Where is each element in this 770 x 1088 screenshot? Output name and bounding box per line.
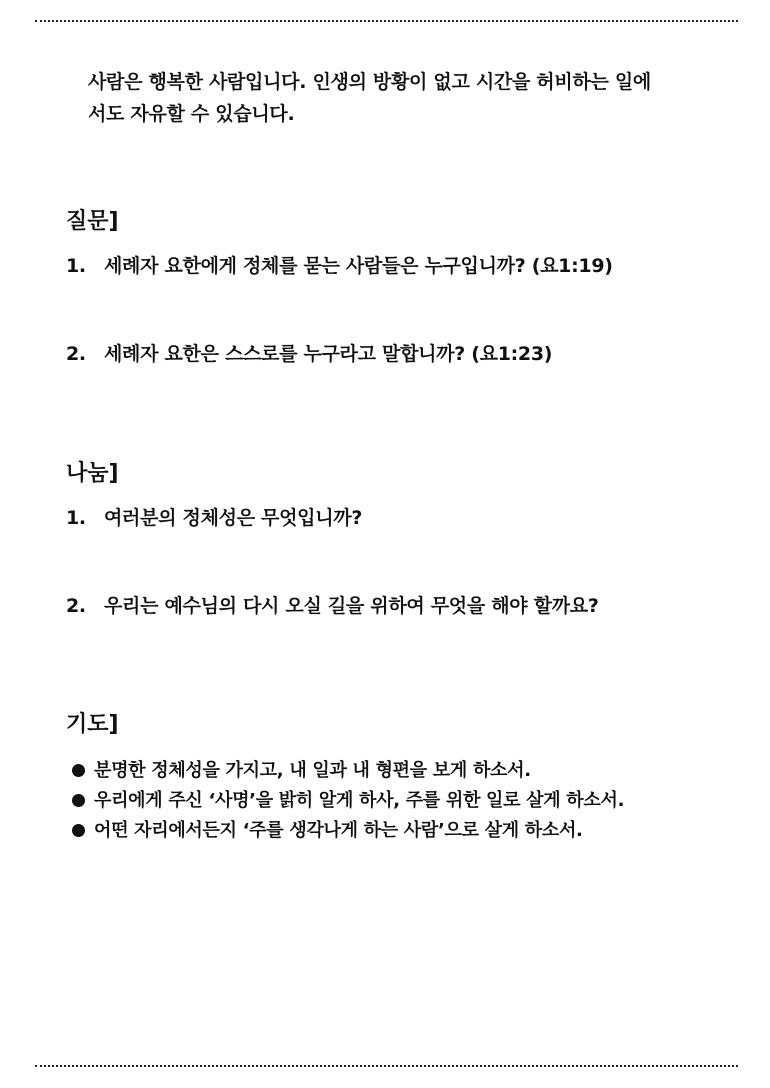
intro-line-2: 서도 자유할 수 있습니다.	[88, 103, 295, 125]
prayer-list	[72, 756, 624, 846]
bullet-icon	[72, 794, 85, 807]
question-text: 세례자 요한에게 정체를 묻는 사람들은 누구입니까? (요1:19)	[104, 255, 613, 277]
sharing-item-1	[66, 505, 362, 531]
questions-heading: 질문]	[66, 209, 119, 234]
prayer-text: 우리에게 주신 ‘사명’을 밝히 알게 하사, 주를 위한 일로 살게 하소서.	[94, 790, 625, 811]
question-item-2	[66, 341, 552, 367]
bullet-icon	[72, 764, 85, 777]
prayer-text: 어떤 자리에서든지 ‘주를 생각나게 하는 사람’으로 살게 하소서.	[94, 820, 583, 841]
sharing-text: 여러분의 정체성은 무엇입니까?	[104, 507, 363, 529]
question-text: 세례자 요한은 스스로를 누구라고 말합니까? (요1:23)	[104, 343, 553, 365]
sharing-number: 2.	[66, 595, 86, 617]
prayer-heading: 기도]	[66, 712, 119, 737]
prayer-text: 분명한 정체성을 가지고, 내 일과 내 형편을 보게 하소서.	[94, 760, 531, 781]
sharing-number: 1.	[66, 507, 86, 529]
bottom-divider	[35, 1065, 738, 1067]
top-divider	[35, 20, 738, 22]
prayer-item-2	[72, 786, 624, 816]
prayer-item-3	[72, 816, 624, 846]
sharing-text: 우리는 예수님의 다시 오실 길을 위하여 무엇을 해야 할까요?	[104, 595, 599, 617]
question-number: 2.	[66, 343, 86, 365]
question-number: 1.	[66, 255, 86, 277]
question-item-1	[66, 253, 613, 279]
sharing-item-2	[66, 593, 599, 619]
intro-line-1: 사람은 행복한 사람입니다. 인생의 방황이 없고 시간을 허비하는 일에	[88, 71, 651, 93]
bullet-icon	[72, 824, 85, 837]
sharing-heading: 나눔]	[66, 461, 119, 486]
intro-paragraph	[88, 66, 728, 130]
prayer-item-1	[72, 756, 624, 786]
